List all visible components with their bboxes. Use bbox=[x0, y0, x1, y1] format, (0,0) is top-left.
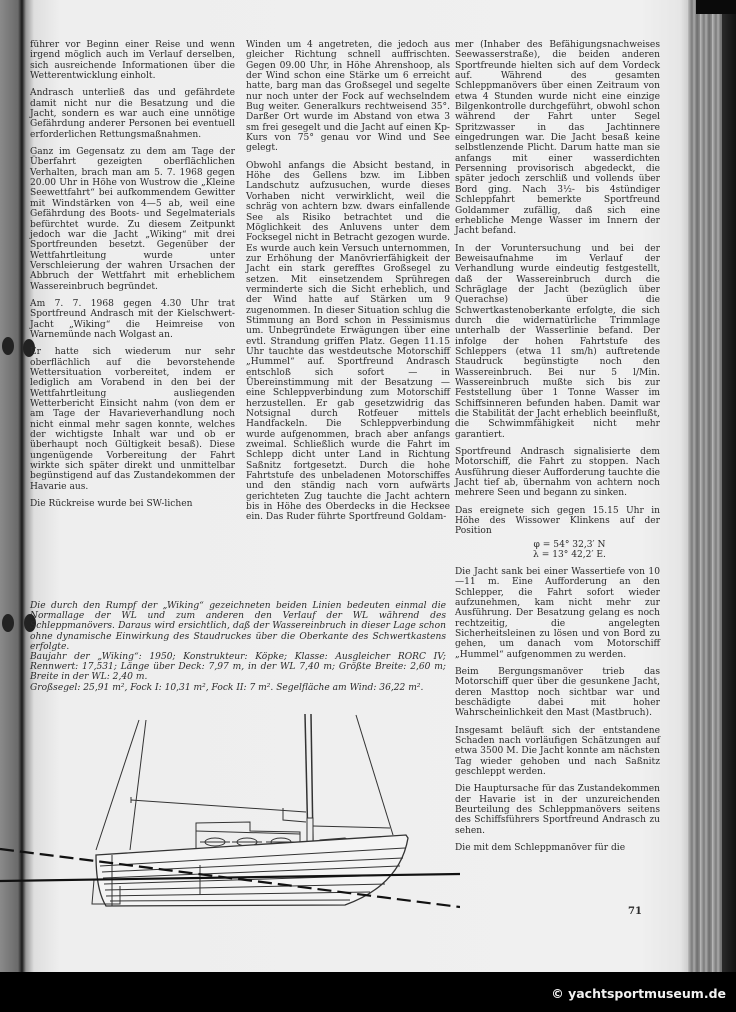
paragraph: Die Rückreise wurde bei SW-lichen bbox=[30, 499, 193, 510]
paragraph: Am 7. 7. 1968 gegen 4.30 Uhr trat Sportfreund Andrasch mit der Kielschwert-Jacht „Wiking“ die Heimreise von Warnemünde nach Wolgast an. bbox=[30, 298, 235, 340]
paragraph: Er hatte sich wiederum nur sehr oberflächlich auf die bevorstehende Wettersituation vorbereitet, indem er lediglich am Vorabend in den bei der Wettfahrtleitung ausliegenden Wetterbericht Einsicht nahm (von dem er am Tage der Havarieverhandlung noch nicht einmal mehr sagen konnte, welches der wichtigste Inhalt war und ob er überhaupt noch Gültigkeit besaß). Diese ungenügende Vorbereitung der Fahrt wirkte sich später direkt und unmittelbar begünstigend auf das Zustandekommen der Havarie aus. bbox=[30, 347, 235, 492]
paragraph: Andrasch unterließ das und gefährdete damit nicht nur die Besatzung und die Jacht, sondern es war auch eine unnötige Gefährdung anderer Personen bei eventuell erforderlichen Rettungsmaßnahmen. bbox=[30, 88, 235, 140]
paragraph: Winden um 4 angetreten, die jedoch aus gleicher Richtung schnell auffrischten. Gegen 09.00 Uhr, in Höhe Ahrenshoop, als der Wind schon eine Stärke um 6 erreicht hatte, barg man das Großsegel und segelte nur noch unter der Fock auf wechselndem Bug weiter. Generalkurs rechtweisend 35°. Darßer Ort wurde im Abstand von etwa 3 sm frei gesegelt und die Jacht auf einen Kp-Kurs von 75° genau vor Wind und See gelegt. bbox=[246, 40, 450, 154]
paragraph: führer vor Beginn einer Reise und wenn irgend möglich auch im Verlauf derselben, sich ausreichende Informationen über die Wetterentwicklung einholt. bbox=[30, 40, 235, 82]
page-corner-shadow bbox=[696, 0, 736, 14]
position-coordinates bbox=[455, 540, 660, 560]
paragraph: Die mit dem Schleppmanöver für die bbox=[455, 843, 626, 854]
paragraph: mer (Inhaber des Befähigungsnachweises Seewasserstraße), die beiden anderen Sportfreunde hielten sich auf dem Vordeck auf. Während des gesamten Schleppmanövers über einen Zeitraum von etwa 4 Stunden wurde nicht eine einzige Bilgenkontrolle durchgeführt, obwohl schon während der Fahrt unter Segel Spritzwasser in das Jachtinnere eingedrungen war. Die Jacht besaß keine selbstlenzende Plicht. Darum hatte man sie anfangs mit einer wasserdichten Persenning provisorisch abgedeckt, die später jedoch zerschliß und vollends über Bord ging. Nach 3½- bis 4stündiger Schleppfahrt bemerkte Sportfreund Goldammer zufällig, daß sich eine erhebliche Menge Wasser im Innern der Jacht befand. bbox=[455, 40, 660, 237]
punch-hole bbox=[2, 614, 14, 632]
figure-caption bbox=[30, 601, 446, 693]
paragraph: Insgesamt beläuft sich der entstandene Schaden nach vorläufigen Schätzungen auf etwa 3500 M. Die Jacht konnte am nächsten Tag wieder gehoben und nach Saßnitz geschleppt werden. bbox=[455, 725, 660, 777]
paragraph: Ganz im Gegensatz zu dem am Tage der Überfahrt gezeigten oberflächlichen Verhalten, brach man am 5. 7. 1968 gegen 20.00 Uhr in Höhe von Wustrow die „Kleine Seewettfahrt“ bei aufkommendem Gewitter mit Windstärken von 4—5 ab, weil eine Gefährdung des Boots- und Segelmaterials befürchtet wurde. Zu diesem Zeitpunkt jedoch war die Jacht „Wiking“ mit drei Sportfreunden besetzt. Gegenüber der Wettfahrtleitung wurde unter Verschleierung der wahren Ursachen der Abbruch der Wettfahrt mit erheblichem Wassereinbruch begründet. bbox=[30, 147, 235, 292]
paragraph: Sportfreund Andrasch signalisierte dem Motorschiff, die Fahrt zu stoppen. Nach Ausführung dieser Aufforderung tauchte die Jacht tief ab, übernahm von achtern noch mehrere Seen und begann zu sinken. bbox=[455, 447, 660, 499]
page-number: 71 bbox=[628, 906, 642, 917]
paragraph: Das ereignete sich gegen 15.15 Uhr in Höhe des Wissower Klinkens auf der Position bbox=[455, 505, 660, 537]
punch-hole bbox=[2, 337, 14, 355]
longitude: λ = 13° 42,2′ E. bbox=[533, 549, 606, 560]
paragraph: Beim Bergungsmanöver trieb das Motorschiff quer über die gesunkene Jacht, deren Masttop noch sichtbar war und beschädigte dabei mit hoher Wahrscheinlichkeit den Mast (Mastbruch). bbox=[455, 666, 660, 719]
caption-sail-area: Großsegel: 25,91 m², Fock I: 10,31 m², Fock II: 7 m². Segelfläche am Wind: 36,22 m². bbox=[30, 682, 424, 693]
text-column-1 bbox=[30, 40, 235, 516]
paragraph: Obwohl anfangs die Absicht bestand, in Höhe des Gellens bzw. im Libben Landschutz aufzusuchen, wurde dieses Vorhaben nicht verwirklicht, weil die schräg von achtern bzw. dwars einfallende See als Risiko betrachtet und die Möglichkeit des Anluvens unter dem Focksegel nicht in Betracht gezogen wurde. Es wurde auch kein Versuch unternommen, zur Erhöhung der Manövrierfähigkeit der Jacht ein stark gerefftes Großsegel zu setzen. Mit einsetzendem Sprühregen verminderte sich die Sicht erheblich, und der Wind hatte auf Stärken um 9 zugenommen. In dieser Situation schlug die Stimmung an Bord schon in Pessimismus um. Unbegründete Erwägungen über eine evtl. Strandung griffen Platz. Gegen 11.15 Uhr tauchte das westdeutsche Motorschiff „Hummel“ auf. Sportfreund Andrasch entschloß sich sofort — in Übereinstimmung mit der Besatzung — eine Schleppverbindung zum Motorschiff herzustellen. Er gab gesetzwidrig das Notsignal durch Rotfeuer mittels Handfackeln. Die Schleppverbindung wurde aufgenommen, brach aber anfangs zweimal. Schließlich wurde die Fahrt im Schlepp dicht unter Land in Richtung Saßnitz fortgesetzt. Durch die hohe Fahrtstufe des unbeladenen Motorschiffes und den ständig nach vorn aufwärts gerichteten Zug tauchte die Jacht achtern bis in Höhe des Oberdecks in die Hecksee ein. Das Ruder führte Sportfreund Goldam- bbox=[246, 160, 450, 523]
page-stack-edge bbox=[688, 0, 736, 972]
text-column-2 bbox=[246, 40, 450, 530]
paragraph: Die Jacht sank bei einer Wassertiefe von 10—11 m. Eine Aufforderung an den Schlepper, die Fahrt sofort wieder aufzunehmen, kam nicht mehr zur Ausführung. Der Besatzung gelang es noch rechtzeitig, die angelegten Sicherheitsleinen zu lösen und von Bord zu gehen, um danach vom Motorschiff „Hummel“ aufgenommen zu werden. bbox=[455, 566, 660, 660]
paragraph: Die Hauptursache für das Zustandekommen der Havarie ist in der unzureichenden Beurteilung des Schleppmanövers seitens des Schiffsführers Sportfreund Andrasch zu sehen. bbox=[455, 784, 660, 836]
caption-specs: Baujahr der „Wiking“: 1950; Konstrukteur: Köpke; Klasse: Ausgleicher RORC IV; Rennwert: 17,531; Länge über Deck: 7,97 m, in der WL 7,40 m; Größte Breite: 2,60 m; Breite in der WL: 2,40 m. bbox=[30, 652, 446, 683]
latitude: φ = 54° 32,3′ N bbox=[533, 539, 606, 550]
caption-text: Die durch den Rumpf der „Wiking“ gezeichneten beiden Linien bedeuten einmal die Normallage der WL und zum anderen den Verlauf der WL während des Schleppmanövers. Daraus wird ersichtlich, daß der Wassereinbruch in dieser Lage schon ohne dynamische Einwirkung des Staudruckes über die Oberkante des Schwertkastens erfolgte. bbox=[30, 601, 446, 652]
copyright-watermark: © yachtsportmuseum.de bbox=[551, 986, 726, 1001]
paragraph: In der Voruntersuchung und bei der Beweisaufnahme im Verlauf der Verhandlung wurde eindeutig festgestellt, daß der Wassereinbruch durch die Schräglage der Jacht (bezüglich über Querachse) über die Schwertkastenoberkante erfolgte, die sich durch die widernatürliche Trimmlage unterhalb der Wasserlinie befand. Der infolge der hohen Fahrtstufe des Schleppers (etwa 11 sm/h) auftretende Staudruck begünstigte noch den Wassereinbruch. Bei nur 5 l/Min. Wassereinbruch mußte sich bis zur Feststellung über 1 Tonne Wasser im Schiffsinneren befunden haben. Damit war die Stabilität der Jacht erheblich beeinflußt, die Schwimmfähigkeit nicht mehr garantiert. bbox=[455, 243, 660, 440]
sailboat-drawing bbox=[0, 700, 460, 910]
text-column-3 bbox=[455, 40, 660, 860]
